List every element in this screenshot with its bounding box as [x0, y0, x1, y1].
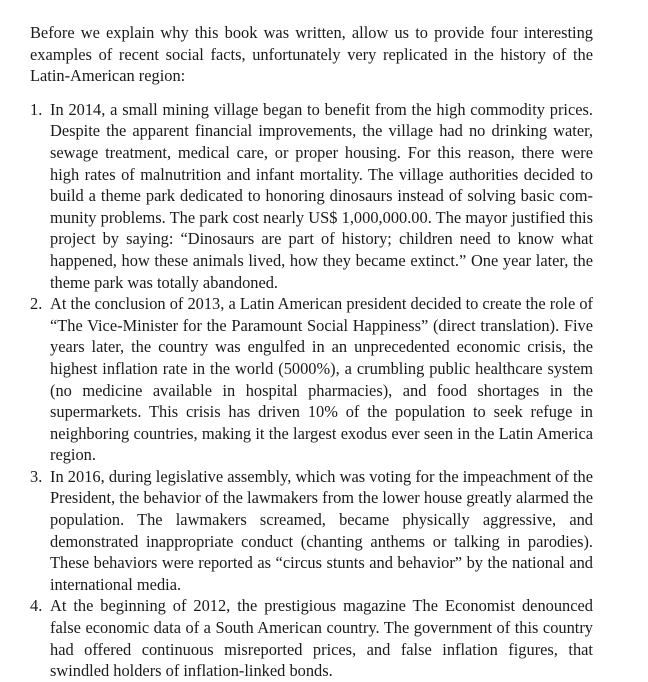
list-item-number: 2.: [30, 294, 43, 314]
list-item-number: 1.: [30, 99, 43, 119]
list-item: [30, 595, 593, 681]
list-item-number: 4.: [30, 596, 43, 616]
intro-paragraph: Before we explain why this book was written, allow us to provide four interesting examples of recent social facts, unfortunately very replicated in the history of the Latin-American region:: [30, 23, 593, 86]
list-item-text: At the beginning of 2012, the prestigious magazine The Economist denounced false economic data of a South American country. The government of this country had offered continuous misreported prices, and false inflation figures, that swindled holders of inflation-linked bonds.: [50, 596, 593, 681]
list-item: [30, 99, 593, 293]
list-item: [30, 466, 593, 596]
list-item-number: 3.: [30, 466, 43, 486]
list-item-text: In 2016, during legislative assembly, which was voting for the impeachment of the President, the behavior of the lawmakers from the lower house greatly alarmed the population. The lawmakers screamed, became physically aggressive, and demonstrated inappropriate conduct (chanting anthems or talking in parodies). These behaviors were reported as “circus stunts and behavior” by the national and international media.: [50, 466, 593, 594]
list-item-text: At the conclusion of 2013, a Latin American president decided to create the role of “The Vice-Minister for the Paramount Social Happiness” (direct translation). Five years later, the country was engulfed in an unprecedented economic crisis, the highest inflation rate in the world (5000%), a crumbling public healthcare system (no medicine available in hospital pharmacies), and food shortages in the supermarkets. This crisis has driven 10% of the population to seek refuge in neighboring countries, making it the largest exodus ever seen in the Latin America region.: [50, 294, 593, 465]
document-page: [30, 22, 593, 682]
list-item-text: In 2014, a small mining village began to benefit from the high commodity prices. Despite the apparent financial improvements, the village had no drinking water, sewage treatment, medical care, or proper housing. For this reason, there were high rates of malnutrition and infant mortality. The village authorities decided to build a theme park dedicated to honoring dinosaurs instead of solving basic community problems. The park cost nearly US$ 1,000,000.00. The mayor justified this project by saying: “Dinosaurs are part of history; children need to know what happened, how these animals lived, how they became extinct.” One year later, the theme park was totally abandoned.: [50, 99, 593, 292]
list-item: [30, 293, 593, 466]
examples-list: [30, 99, 593, 682]
